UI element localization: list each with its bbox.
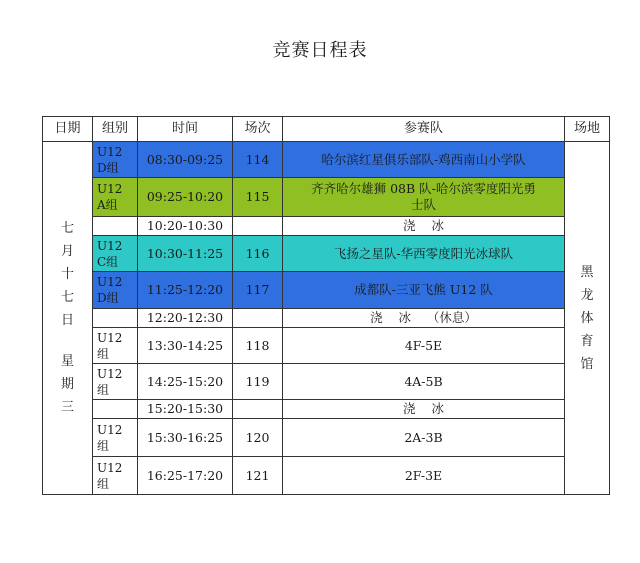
teams-cell: 4A-5B xyxy=(283,364,565,400)
teams-cell: 2F-3E xyxy=(283,457,565,495)
time-cell: 10:30-11:25 xyxy=(138,236,233,272)
match-cell: 120 xyxy=(233,419,283,457)
group-cell xyxy=(93,400,138,419)
match-cell: 116 xyxy=(233,236,283,272)
teams-cell: 2A-3B xyxy=(283,419,565,457)
match-cell xyxy=(233,309,283,328)
time-cell: 10:20-10:30 xyxy=(138,217,233,236)
header-row xyxy=(43,117,610,142)
header-date: 日期 xyxy=(43,117,93,142)
table-row xyxy=(43,400,610,419)
header-teams: 参赛队 xyxy=(283,117,565,142)
table-row xyxy=(43,236,610,272)
time-cell: 15:20-15:30 xyxy=(138,400,233,419)
time-cell: 15:30-16:25 xyxy=(138,419,233,457)
time-cell: 14:25-15:20 xyxy=(138,364,233,400)
match-cell: 118 xyxy=(233,328,283,364)
header-venue: 场地 xyxy=(565,117,610,142)
match-cell xyxy=(233,217,283,236)
time-cell: 09:25-10:20 xyxy=(138,178,233,217)
table-row xyxy=(43,142,610,178)
teams-cell: 浇 冰 xyxy=(283,400,565,419)
table-row xyxy=(43,328,610,364)
teams-cell: 4F-5E xyxy=(283,328,565,364)
time-cell: 16:25-17:20 xyxy=(138,457,233,495)
header-match: 场次 xyxy=(233,117,283,142)
group-cell: U12 组 xyxy=(93,364,138,400)
table-row xyxy=(43,272,610,309)
group-cell: U12 D组 xyxy=(93,272,138,309)
group-cell: U12 组 xyxy=(93,457,138,495)
time-cell: 12:20-12:30 xyxy=(138,309,233,328)
teams-cell: 浇 冰 （休息） xyxy=(283,309,565,328)
header-time: 时间 xyxy=(138,117,233,142)
match-cell: 114 xyxy=(233,142,283,178)
time-cell: 08:30-09:25 xyxy=(138,142,233,178)
table-row xyxy=(43,419,610,457)
table-row xyxy=(43,217,610,236)
table-row xyxy=(43,178,610,217)
match-cell: 115 xyxy=(233,178,283,217)
table-row xyxy=(43,309,610,328)
schedule-table xyxy=(42,116,610,495)
header-group: 组别 xyxy=(93,117,138,142)
venue-cell: 黑 龙 体 育 馆 xyxy=(565,142,610,495)
match-cell xyxy=(233,400,283,419)
time-cell: 13:30-14:25 xyxy=(138,328,233,364)
group-cell xyxy=(93,217,138,236)
teams-cell: 哈尔滨红星俱乐部队-鸡西南山小学队 xyxy=(283,142,565,178)
group-cell: U12 D组 xyxy=(93,142,138,178)
date-cell: 七 月 十 七 日 星 期 三 xyxy=(43,142,93,495)
group-cell: U12 组 xyxy=(93,328,138,364)
table-row xyxy=(43,364,610,400)
match-cell: 117 xyxy=(233,272,283,309)
match-cell: 119 xyxy=(233,364,283,400)
page-title: 竞赛日程表 xyxy=(272,40,368,61)
teams-cell: 浇 冰 xyxy=(283,217,565,236)
teams-cell: 齐齐哈尔雄狮 08B 队-哈尔滨零度阳光勇 士队 xyxy=(283,178,565,217)
match-cell: 121 xyxy=(233,457,283,495)
time-cell: 11:25-12:20 xyxy=(138,272,233,309)
teams-cell: 成都队-三亚飞熊 U12 队 xyxy=(283,272,565,309)
group-cell: U12 A组 xyxy=(93,178,138,217)
teams-cell: 飞扬之星队-华西零度阳光冰球队 xyxy=(283,236,565,272)
table-row xyxy=(43,457,610,495)
group-cell: U12 组 xyxy=(93,419,138,457)
group-cell: U12 C组 xyxy=(93,236,138,272)
group-cell xyxy=(93,309,138,328)
